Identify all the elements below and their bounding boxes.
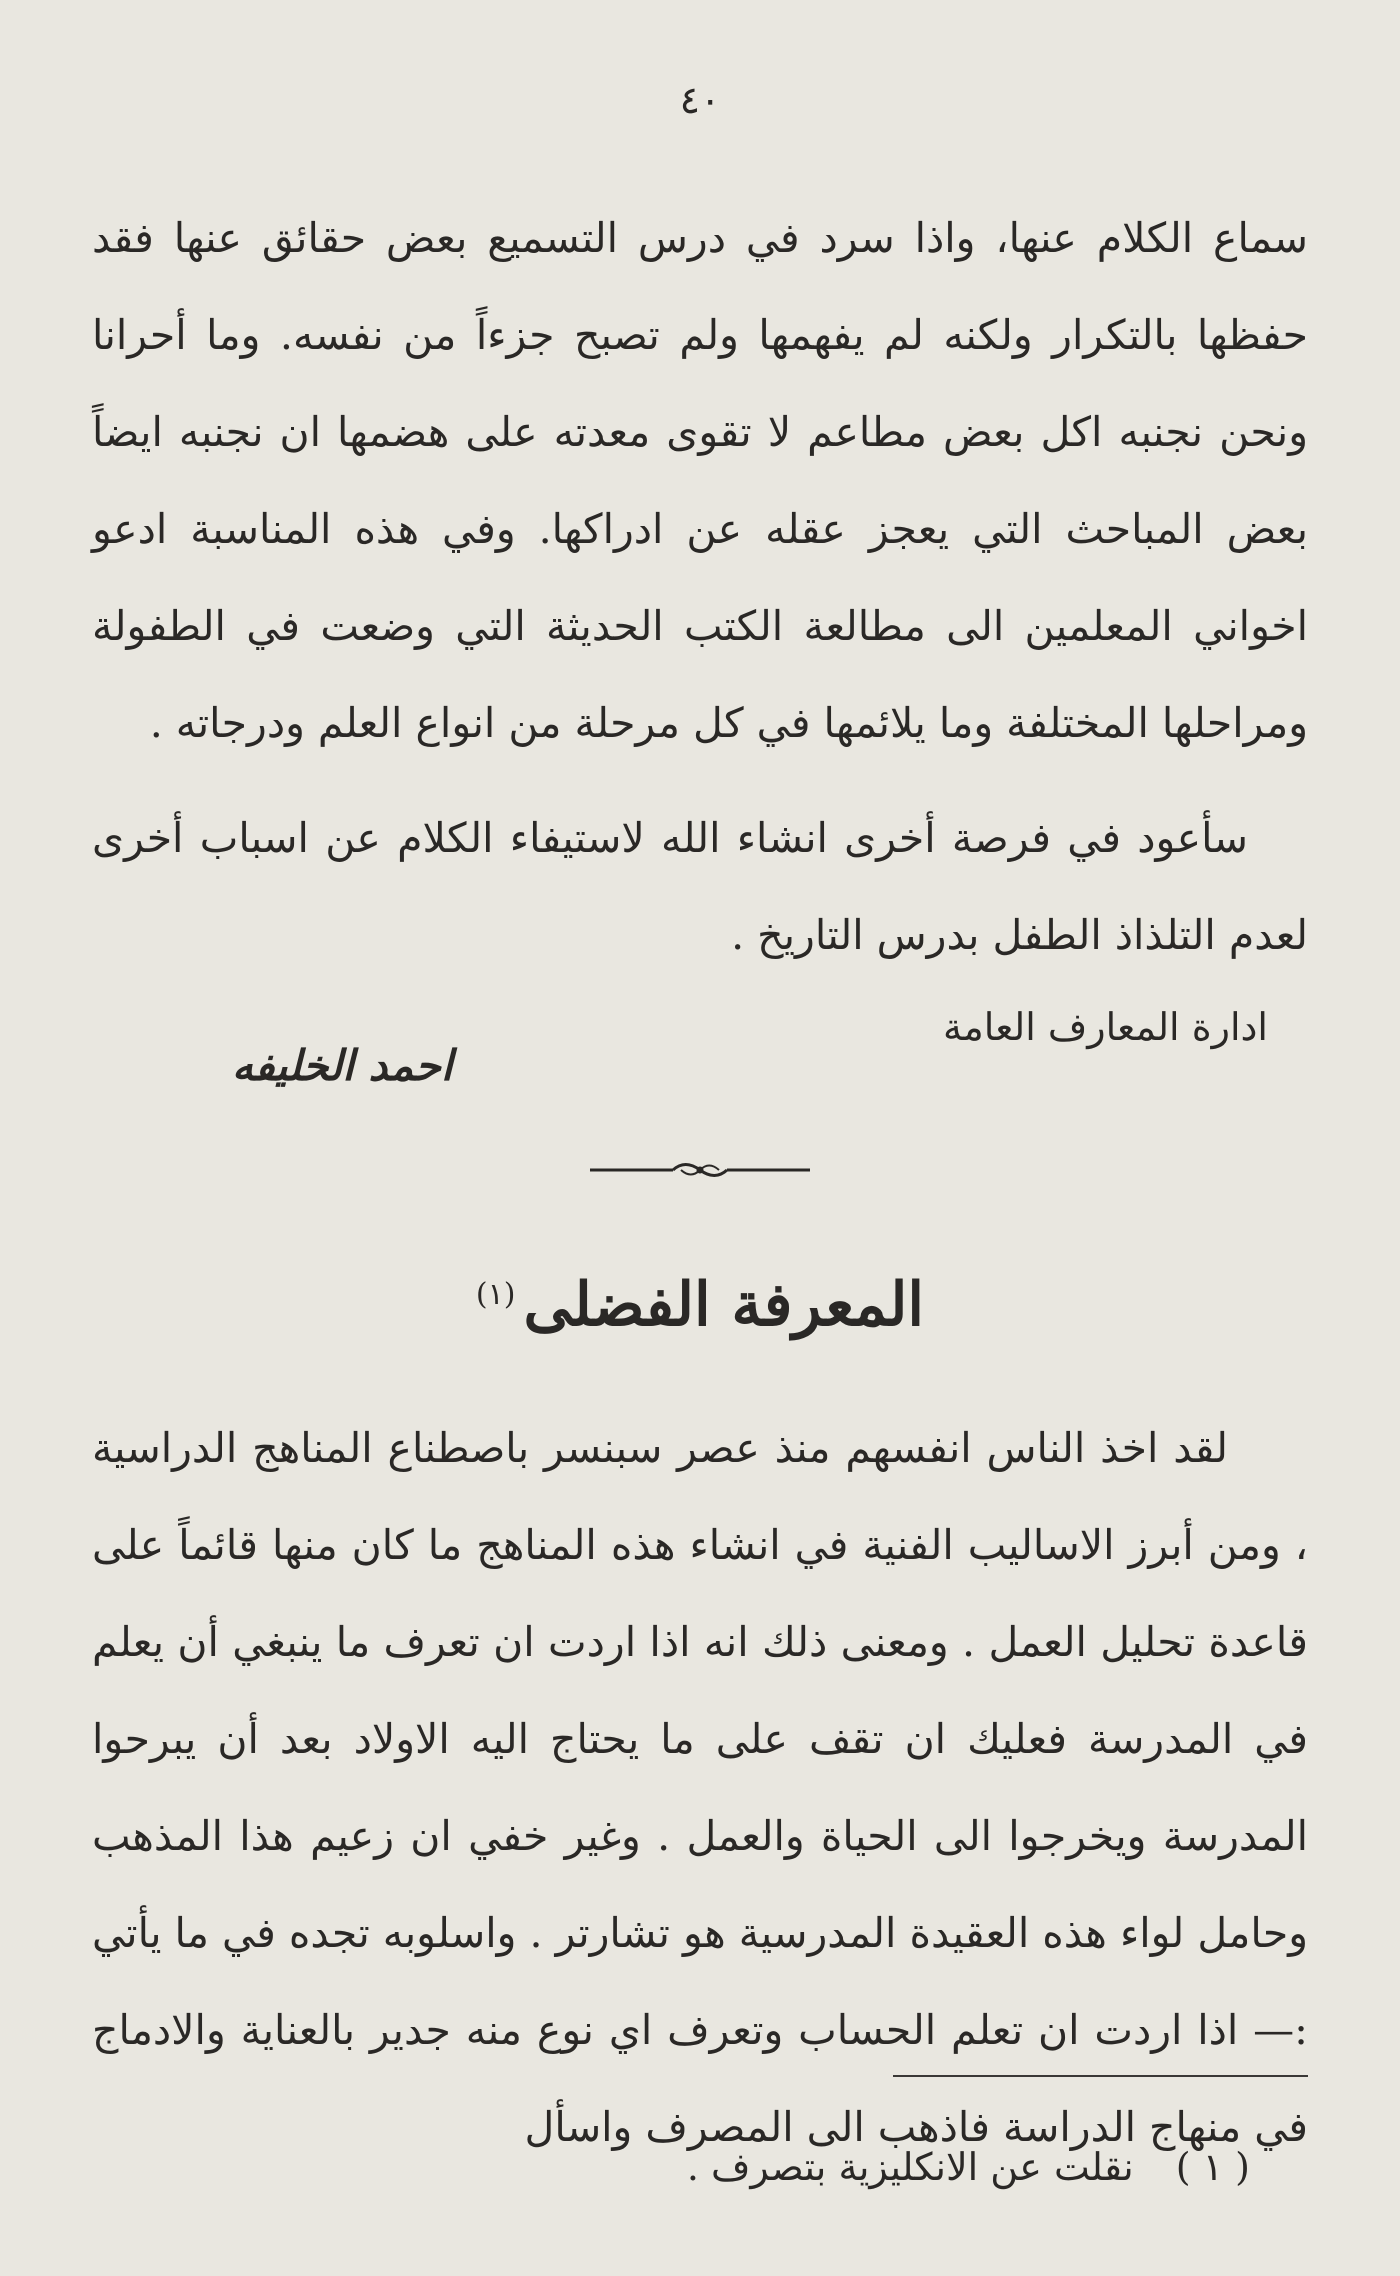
author-signature: احمد الخليفه: [232, 1041, 453, 1090]
footnote: [687, 2145, 1250, 2189]
paragraph-1: سماع الكلام عنها، واذا سرد في درس التسميع بعض حقائق عنها فقد حفظها بالتكرار ولكنه لم يفهمها ولم تصبح جزءاً من نفسه. وما أحرانا ونحن نجنبه اكل بعض مطاعم لا تقوى معدته على هضمها ان نجنبه ايضاً بعض المباحث التي يعجز عقله عن ادراكها. وفي هذه المناسبة ادعو اخواني المعلمين الى مطالعة الكتب الحديثة التي وضعت في الطفولة ومراحلها المختلفة وما يلائمها في كل مرحلة من انواع العلم ودرجاته .: [92, 214, 1308, 747]
department-name: ادارة المعارف العامة: [943, 1005, 1268, 1049]
footnote-divider: [893, 2075, 1308, 2077]
footnote-text: نقلت عن الانكليزية بتصرف .: [686, 2145, 1134, 2189]
paragraph-2: سأعود في فرصة أخرى انشاء الله لاستيفاء الكلام عن اسباب أخرى لعدم التلذاذ الطفل بدرس التاريخ .: [92, 814, 1308, 959]
paragraph-3: لقد اخذ الناس انفسهم منذ عصر سبنسر باصطناع المناهج الدراسية ، ومن أبرز الاساليب الفنية في انشاء هذه المناهج ما كان منها قائماً على قاعدة تحليل العمل . ومعنى ذلك انه اذا اردت ان تعرف ما ينبغي أن يعلم في المدرسة فعليك ان تقف على ما يحتاج اليه الاولاد بعد أن يبرحوا المدرسة ويخرجوا الى الحياة والعمل . وغير خفي ان زعيم هذا المذهب وحامل لواء هذه العقيدة المدرسية هو تشارتر . واسلوبه تجده في ما يأتي :— اذا اردت ان تعلم الحساب وتعرف اي نوع منه جدير بالعناية والادماج في منهاج الدراسة فاذهب الى المصرف واسأل: [92, 1424, 1308, 2151]
section-title-text: المعرفة الفضلى: [523, 1270, 925, 1340]
ornament-divider-icon: [585, 1155, 815, 1185]
footnote-reference: (١): [475, 1277, 516, 1312]
signature-block: [92, 1005, 1308, 1095]
footnote-marker: ( ١ ): [1175, 2145, 1250, 2189]
section-title: [0, 1270, 1400, 1340]
page-number: ٤٠: [679, 78, 721, 122]
